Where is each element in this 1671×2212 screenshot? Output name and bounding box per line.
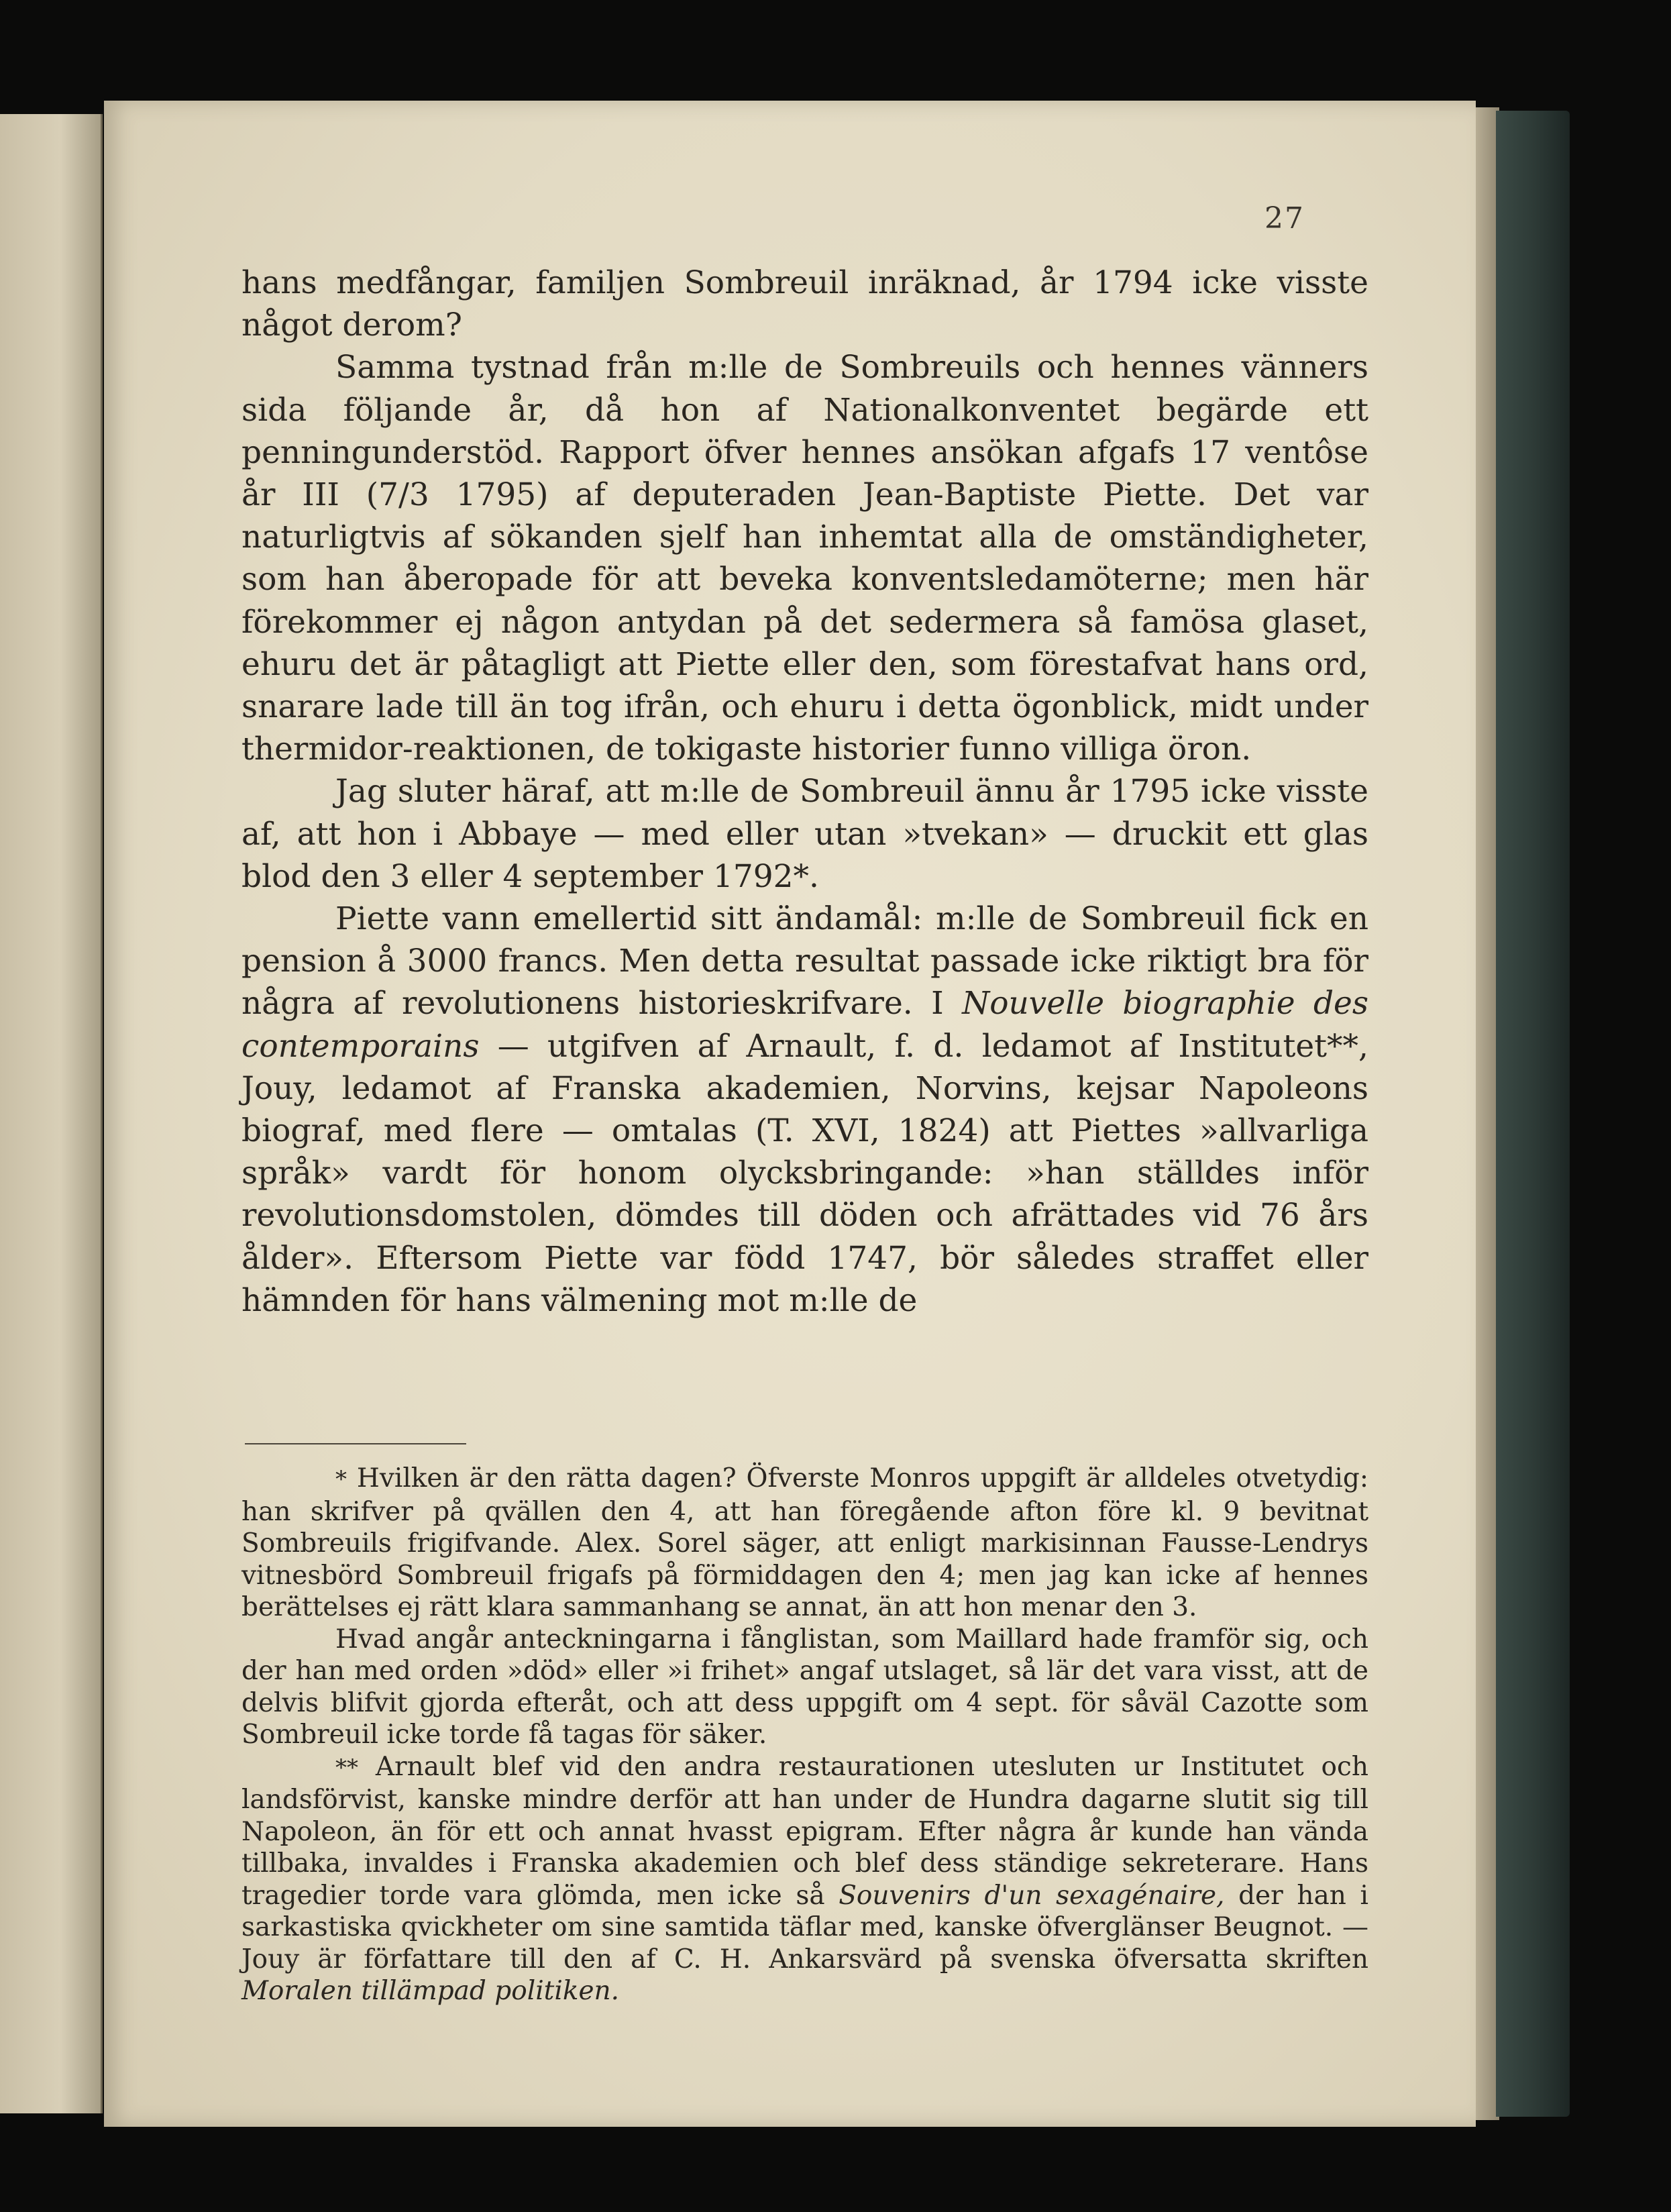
footnotes <box>241 1463 1368 2007</box>
left-facing-page <box>0 114 103 2113</box>
book-cover-edge <box>1496 111 1570 2117</box>
paragraph-1: hans medfångar, familjen Sombreuil inräknad, år 1794 icke visste något derom? <box>241 264 1368 344</box>
book-page <box>104 101 1476 2127</box>
footnote-2 <box>241 1751 1368 2007</box>
paragraph-4 <box>241 898 1368 1322</box>
footnote-1-text: Hvilken är den rätta dagen? Öfverste Monros uppgift är alldeles otvetydig: han skrifver på qvällen den 4, att han föregående afton före kl. 9 bevitnat Sombreuils frigifvande. Alex. Sorel säger, att enligt markisinnan Fausse-Lendrys vitnesbörd Sombreuil frigafs på förmiddagen den 4; men jag kan icke af hennes berättelses ej rätt klara sammanhang se annat, än att hon menar den 3. <box>241 1463 1368 1622</box>
paragraph-4-text-b: — utgifven af Arnault, f. d. ledamot af Institutet**, Jouy, ledamot af Franska akademien, Norvins, kejsar Napoleons biograf, med flere — omtalas (T. XVI, 1824) att Piettes »allvarliga språk» vardt för honom olycksbringande: »han ställdes inför revolutionsdomstolen, dömdes till döden och afrättades vid 76 års ålder». Eftersom Piette var född 1747, bör således straffet eller hämnden för hans välmening mot m:lle de <box>241 1027 1368 1319</box>
footnote-1 <box>241 1463 1368 1624</box>
page-edges <box>1472 107 1499 2120</box>
footnote-1-continued: Hvad angår anteckningarna i fånglistan, som Maillard hade framför sig, och der han med orden »död» eller »i frihet» angaf utslaget, så lär det vara visst, att de delvis blifvit gjorda efteråt, och att dess uppgift om 4 sept. för såväl Cazotte som Sombreuil icke torde få tagas för säker. <box>241 1624 1368 1750</box>
book-title-moralen: Moralen tillämpad politiken. <box>241 1976 620 2006</box>
footnote-2-text-b: der han i sarkastiska qvickheter om sine samtida täflar med, kanske öfverglänser Beugnot. — Jouy är författare till den af C. H. Ankarsvärd på svenska öfversatta skriften <box>241 1880 1368 1974</box>
main-text <box>241 262 1368 1322</box>
footnote-2-mark: ** <box>335 1754 358 1781</box>
footnote-separator <box>245 1443 466 1444</box>
paragraph-3: Jag sluter häraf, att m:lle de Sombreuil ännu år 1795 icke visste af, att hon i Abbaye — med eller utan »tvekan» — druckit ett glas blod den 3 eller 4 september 1792*. <box>241 773 1368 895</box>
page-number: 27 <box>1264 201 1305 235</box>
footnote-1-mark: * <box>335 1466 347 1493</box>
paragraph-4-text-a: Piette vann emellertid sitt ändamål: m:lle de Sombreuil fick en pension å 3000 francs. Men detta resultat passade icke riktigt bra för några af revolutionens historieskrifvare. I <box>241 900 1368 1022</box>
footnote-2-text-a: Arnault blef vid den andra restaurationen utesluten ur Institutet och landsförvist, kanske mindre derför att han under de Hundra dagarne slutit sig till Napoleon, än för ett och annat hvasst epigram. Efter några år kunde han vända tillbaka, invaldes i Franska akademien och blef dess ständige sekreterare. Hans tragedier torde vara glömda, men icke så <box>241 1751 1368 1911</box>
paragraph-2: Samma tystnad från m:lle de Sombreuils och hennes vänners sida följande år, då hon af Nationalkonventet begärde ett penningunderstöd. Rapport öfver hennes ansökan afgafs 17 ventôse år III (7/3 1795) af deputeraden Jean-Baptiste Piette. Det var naturligtvis af sökanden sjelf han inhemtat alla de omständigheter, som han åberopade för att beveka konventsledamöterne; men här förekommer ej någon antydan på det sedermera så famösa glaset, ehuru det är påtagligt att Piette eller den, som förestafvat hans ord, snarare lade till än tog ifrån, och ehuru i detta ögonblick, midt under thermidor-reaktionen, de tokigaste historier funno villiga öron. <box>241 349 1368 768</box>
book-title-souvenirs: Souvenirs d'un sexagénaire, <box>839 1880 1225 1911</box>
book-title-nouvelle-biographie: Nouvelle biographie des contemporains <box>241 985 1368 1065</box>
